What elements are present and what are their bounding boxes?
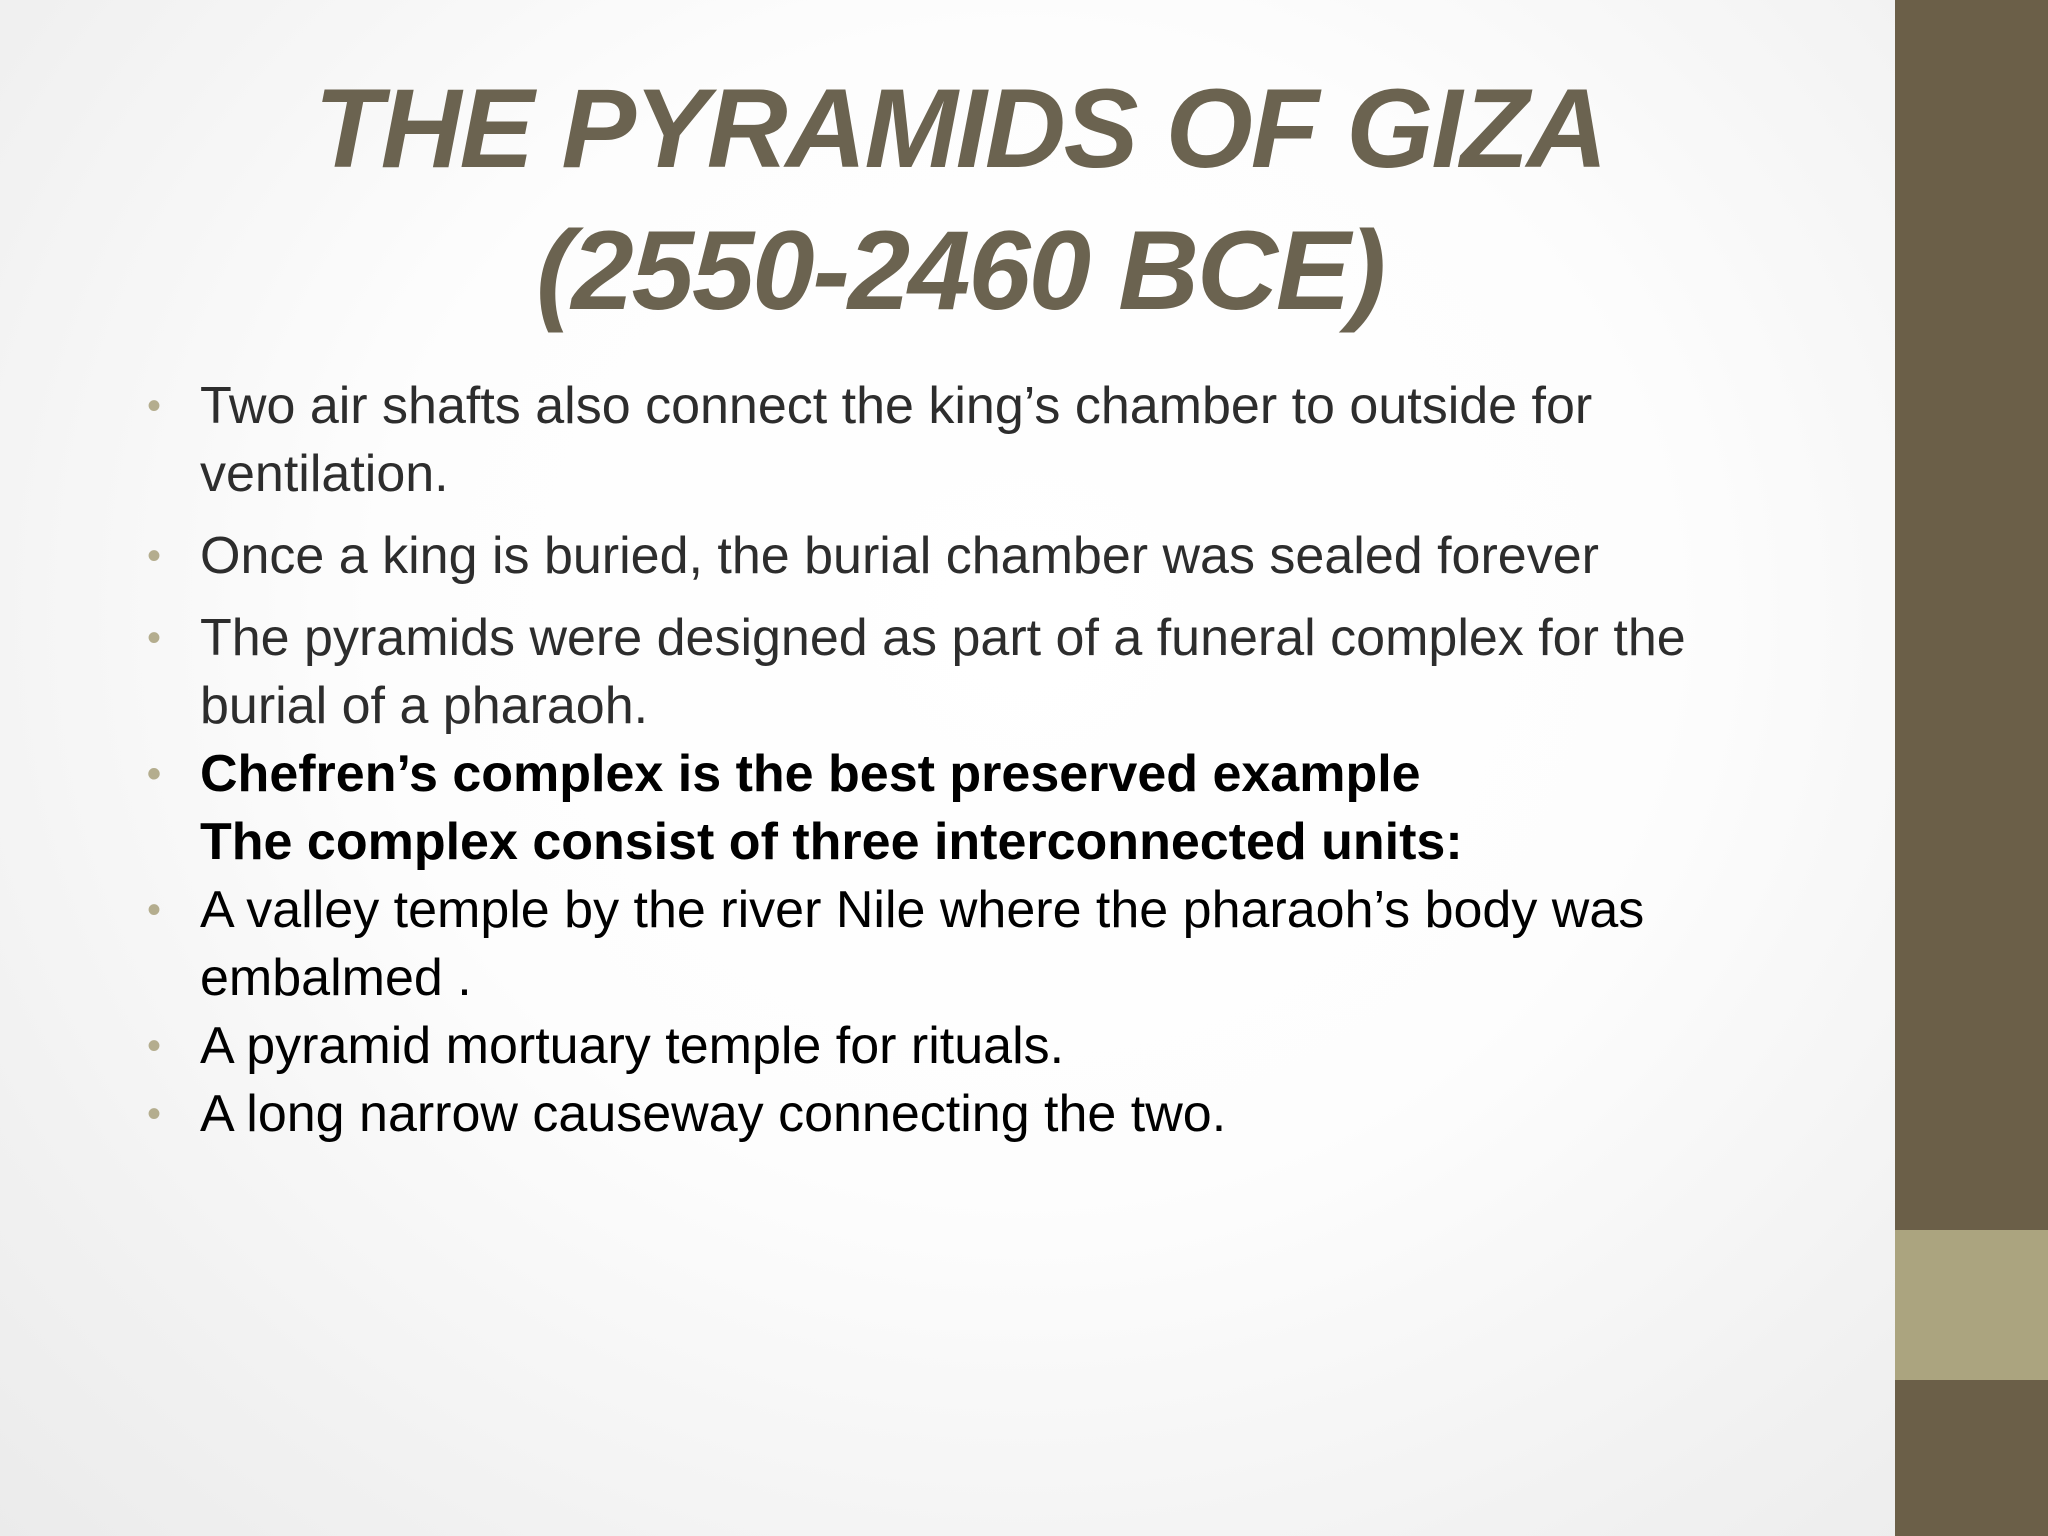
bullet-item-mortuary-temple (145, 1012, 1805, 1080)
bullet-item-air-shafts (145, 372, 1805, 508)
bullet-marker: • (147, 534, 162, 578)
bullet-text: Once a king is buried, the burial chamber was sealed forever (200, 527, 1599, 585)
bullet-item-valley-temple (145, 876, 1805, 1012)
bullet-text: A pyramid mortuary temple for rituals. (200, 1017, 1065, 1075)
bullet-marker: • (147, 384, 162, 428)
bullet-list (145, 372, 1805, 1148)
bullet-marker: • (147, 1024, 162, 1068)
bullet-text: A long narrow causeway connecting the two. (200, 1085, 1227, 1143)
bullet-text: Chefren’s complex is the best preserved example (200, 745, 1421, 803)
bullet-text: Two air shafts also connect the king’s chamber to outside for ventilation. (200, 377, 1593, 503)
bullet-item-burial-sealed (145, 522, 1805, 590)
bullet-text-continuation: The complex consist of three interconnected units: (200, 813, 1463, 871)
bullet-text: The pyramids were designed as part of a funeral complex for the burial of a pharaoh. (200, 609, 1686, 735)
bullet-item-funeral-complex (145, 604, 1805, 740)
decorative-side-bar (1895, 0, 2048, 1536)
bullet-marker: • (147, 752, 162, 796)
slide-title (200, 58, 1720, 342)
bullet-text: A valley temple by the river Nile where the pharaoh’s body was embalmed . (200, 881, 1645, 1007)
bullet-item-chefren-complex (145, 740, 1805, 876)
slide-title-line-2: (2550-2460 BCE) (536, 208, 1384, 333)
bullet-marker: • (147, 616, 162, 660)
bullet-marker: • (147, 888, 162, 932)
bullet-item-causeway (145, 1080, 1805, 1148)
bullet-marker: • (147, 1092, 162, 1136)
decorative-side-bar-accent (1895, 1230, 2048, 1380)
slide-title-line-1: THE PYRAMIDS OF GIZA (314, 66, 1606, 191)
